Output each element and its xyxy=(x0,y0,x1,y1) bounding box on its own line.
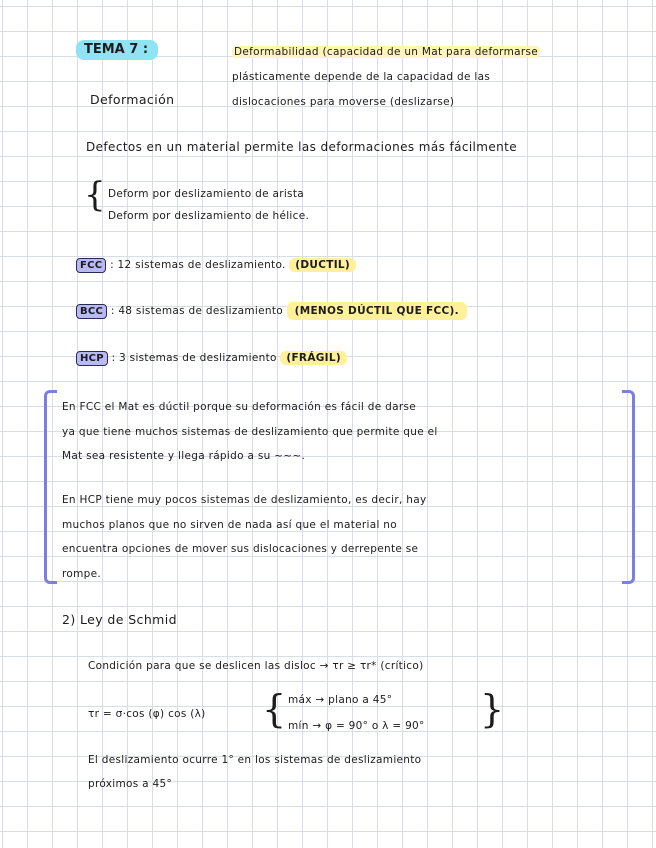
subject-label: Deformación xyxy=(90,92,175,107)
note-fcc-line-2: ya que tiene muchos sistemas de deslizamiento que permite que el xyxy=(62,426,438,438)
definition-line-1 xyxy=(232,46,540,58)
defectos-brace: { xyxy=(84,175,106,215)
definition-line-2: plásticamente depende de la capacidad de las xyxy=(232,71,491,83)
schmid-min: mín → φ = 90° o λ = 90° xyxy=(288,720,425,732)
structure-text: : 12 sistemas de deslizamiento. xyxy=(110,259,286,271)
note-fcc-line-1: En FCC el Mat es dúctil porque su deformación es fácil de darse xyxy=(62,401,416,413)
defectos-item-1: Deform por deslizamiento de arista xyxy=(108,188,304,200)
note-hcp-line-3: encuentra opciones de mover sus dislocaciones y derrepente se xyxy=(62,543,419,555)
schmid-conclusion-2: próximos a 45° xyxy=(88,778,173,790)
notes-bracket-left xyxy=(44,390,57,584)
structure-row-hcp xyxy=(76,351,347,366)
schmid-max: máx → plano a 45° xyxy=(288,694,393,706)
definition-text-1: Deformabilidad (capacidad de un Mat para deformarse xyxy=(234,46,539,58)
defectos-intro: Defectos en un material permite las deformaciones más fácilmente xyxy=(86,140,518,154)
tema-title: TEMA 7 : xyxy=(76,38,158,57)
schmid-formula: τr = σ·cos (φ) cos (λ) xyxy=(88,708,206,720)
structure-text: : 3 sistemas de deslizamiento xyxy=(111,352,277,364)
schmid-condition: Condición para que se deslicen las disloc → τr ≥ τr* (crítico) xyxy=(88,660,424,672)
note-fcc-line-3: Mat sea resistente y llega rápido a su ~~~. xyxy=(62,450,306,462)
structure-note: (FRÁGIL) xyxy=(280,351,347,365)
definition-line-3: dislocaciones para moverse (deslizarse) xyxy=(232,96,455,108)
structure-text: : 48 sistemas de deslizamiento xyxy=(110,305,283,317)
note-hcp-line-4: rompe. xyxy=(62,568,102,580)
schmid-conclusion-1: El deslizamiento ocurre 1° en los sistemas de deslizamiento xyxy=(88,754,422,766)
structure-note: (MENOS DÚCTIL QUE FCC). xyxy=(287,302,467,320)
structure-row-bcc xyxy=(76,304,467,319)
structure-tag: FCC xyxy=(76,258,106,273)
structure-note: (DUCTIL) xyxy=(289,258,356,272)
defectos-item-2: Deform por deslizamiento de hélice. xyxy=(108,210,310,222)
schmid-brace-right: } xyxy=(480,687,505,731)
note-hcp-line-1: En HCP tiene muy pocos sistemas de deslizamiento, es decir, hay xyxy=(62,494,427,506)
note-hcp-line-2: muchos planos que no sirven de nada así que el material no xyxy=(62,519,397,531)
structure-row-fcc xyxy=(76,258,356,273)
notes-bracket-right xyxy=(622,390,635,584)
schmid-brace-left: { xyxy=(262,687,287,731)
structure-tag: HCP xyxy=(76,351,108,366)
schmid-heading: 2) Ley de Schmid xyxy=(62,612,177,627)
structure-tag: BCC xyxy=(76,304,107,319)
